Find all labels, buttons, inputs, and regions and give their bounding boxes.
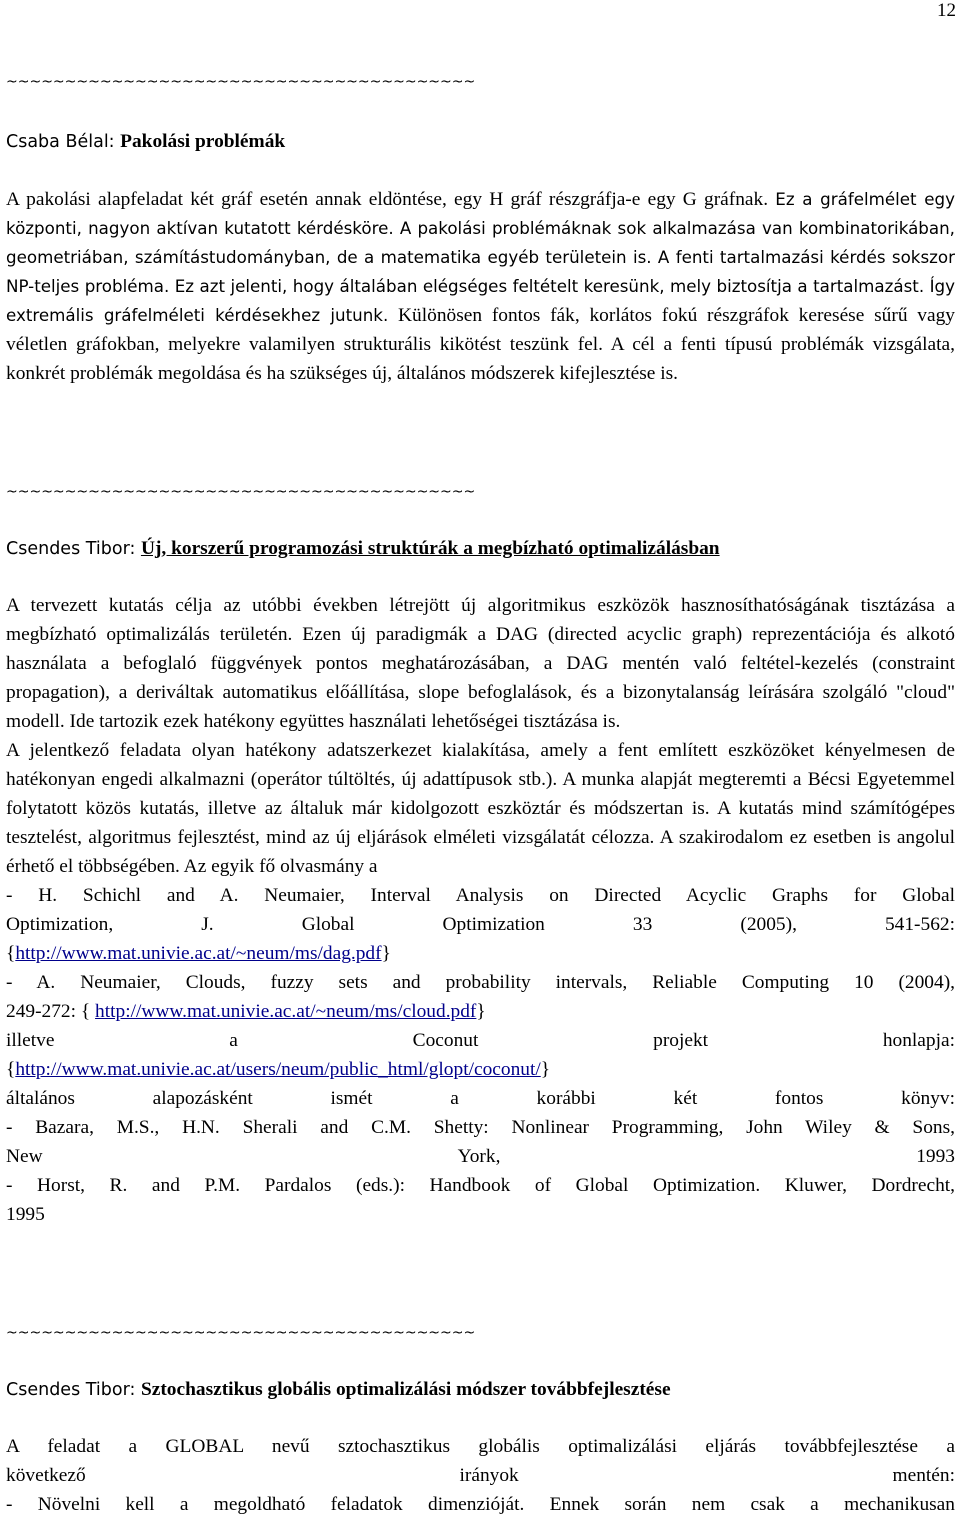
separator-line: ~~~~~~~~~~~~~~~~~~~~~~~~~~~~~~~~~~~~~~~~ [6, 1325, 476, 1341]
reference-line: Optimization, J. Global Optimization 33 (2005), 541-562: [6, 914, 955, 935]
books-intro: általános alapozásként ismét a korábbi két fontos könyv: [6, 1088, 955, 1109]
dag-pdf-link[interactable]: http://www.mat.univie.ac.at/~neum/ms/dag.pdf [15, 943, 382, 964]
body-line: - Növelni kell a megoldható feladatok dimenzióját. Ennek során nem csak a mechanikusan [6, 1494, 955, 1515]
section-heading [6, 1375, 954, 1405]
cloud-pdf-link[interactable]: http://www.mat.univie.ac.at/~neum/ms/cloud.pdf [95, 1001, 477, 1022]
paragraph-text-sans: Ez a gráfelmélet egy központi, nagyon aktívan kutatott kérdésköre. A pakolási problémáknak sok alkalmazása van kombinatorikában, geometriában, számítástudományban, de a matematika egyéb területein is. A fenti tartalmazási kérdés sokszor NP-teljes probléma. Ez azt jelenti, hogy általában elégséges feltételt keresünk, mely biztosítja a tartalmazást. Így extremális gráfelméleti kérdésekhez jutunk. [6, 189, 955, 325]
page-number: 12 [937, 0, 956, 21]
paragraph-text: Különösen fontos fák, korlátos fokú részgráfok keresése sűrű vagy véletlen gráfokban, melyekre valamilyen strukturális kikötést teszünk fel. A cél a fenti típusú problémák vizsgálata, konkrét problémák megoldása és ha szükséges új, általános módszerek kifejlesztése is. [6, 305, 955, 384]
body-line: következő irányok mentén: [6, 1465, 955, 1486]
separator-line: ~~~~~~~~~~~~~~~~~~~~~~~~~~~~~~~~~~~~~~~~ [6, 74, 476, 90]
body-paragraph: A jelentkező feladata olyan hatékony adatszerkezet kialakítása, amely a fent említett eszközöket kényelmesen de hatékonyan engedi alkalmazni (operátor túltöltés, új adattípusok stb.). A munka alapját megteremti a Bécsi Egyetemmel folytatott közös kutatás, illetve az általuk már kidolgozott eszköztár és módszertan is. A kutatás mind számítógépes tesztelést, algoritmus fejlesztést, mind az új eljárások elméleti vizsgálatát célozza. A szakirodalom ez esetben is angolul érhető el többségében. Az egyik fő olvasmány a [6, 740, 955, 877]
paragraph-text: A pakolási alapfeladat két gráf esetén annak eldöntése, egy H gráf részgráfja-e egy G gráfnak. [6, 189, 776, 210]
body-paragraph [6, 185, 955, 388]
book-line: - Bazara, M.S., H.N. Sherali and C.M. Shetty: Nonlinear Programming, John Wiley & Sons, [6, 1117, 955, 1138]
brace: } [381, 943, 391, 964]
reference-prefix: 249-272: { [6, 1001, 96, 1022]
section-heading [6, 127, 954, 157]
book-line: New York, 1993 [6, 1146, 955, 1167]
section-body [6, 1432, 955, 1519]
section-author: Csendes Tibor: [6, 539, 141, 559]
body-line: A feladat a GLOBAL nevű sztochasztikus globális optimalizálási eljárás továbbfejlesztése a [6, 1436, 955, 1457]
section-title: Új, korszerű programozási struktúrák a megbízható optimalizálásban [140, 538, 720, 559]
body-paragraph: A tervezett kutatás célja az utóbbi években létrejött új algoritmikus eszközök hasznosíthatóságának tisztázása a megbízható optimalizálás területén. Ezen új paradigmák a DAG (directed acyclic graph) reprezentációja és alkotó használata a befoglaló függvények pontos meghatározásában, a DAG mentén való feltétel-kezelés (constraint propagation), a deriváltak automatikus előállítása, slope befoglalások, és a bizonytalanság leírására szolgáló "cloud" modell. Ide tartozik ezek hatékony együttes használati lehetőségei tisztázása is. [6, 595, 955, 732]
reference-link-line [6, 1055, 955, 1084]
separator-line: ~~~~~~~~~~~~~~~~~~~~~~~~~~~~~~~~~~~~~~~~ [6, 484, 476, 500]
section-body [6, 185, 955, 388]
section-author: Csaba Bélal: [6, 132, 121, 152]
brace: } [476, 1001, 486, 1022]
book-line: 1995 [6, 1204, 45, 1225]
section-heading [6, 534, 954, 564]
section-title: Sztochasztikus globális optimalizálási módszer továbbfejlesztése [140, 1379, 671, 1400]
reference-line: - H. Schichl and A. Neumaier, Interval Analysis on Directed Acyclic Graphs for Global [6, 885, 955, 906]
section-title: Pakolási problémák [120, 131, 286, 152]
reference-link-line [6, 997, 955, 1026]
brace: { [6, 943, 16, 964]
brace: } [540, 1059, 551, 1080]
reference-link-line [6, 939, 955, 968]
book-line: - Horst, R. and P.M. Pardalos (eds.): Handbook of Global Optimization. Kluwer, Dordrecht, [6, 1175, 955, 1196]
section-author: Csendes Tibor: [6, 1380, 141, 1400]
section-body [6, 591, 955, 1229]
coconut-link[interactable]: http://www.mat.univie.ac.at/users/neum/public_html/glopt/coconut/ [15, 1059, 541, 1080]
reference-line: - A. Neumaier, Clouds, fuzzy sets and probability intervals, Reliable Computing 10 (2004), [6, 972, 955, 993]
coconut-line: illetve a Coconut projekt honlapja: [6, 1030, 955, 1051]
brace: { [6, 1059, 16, 1080]
